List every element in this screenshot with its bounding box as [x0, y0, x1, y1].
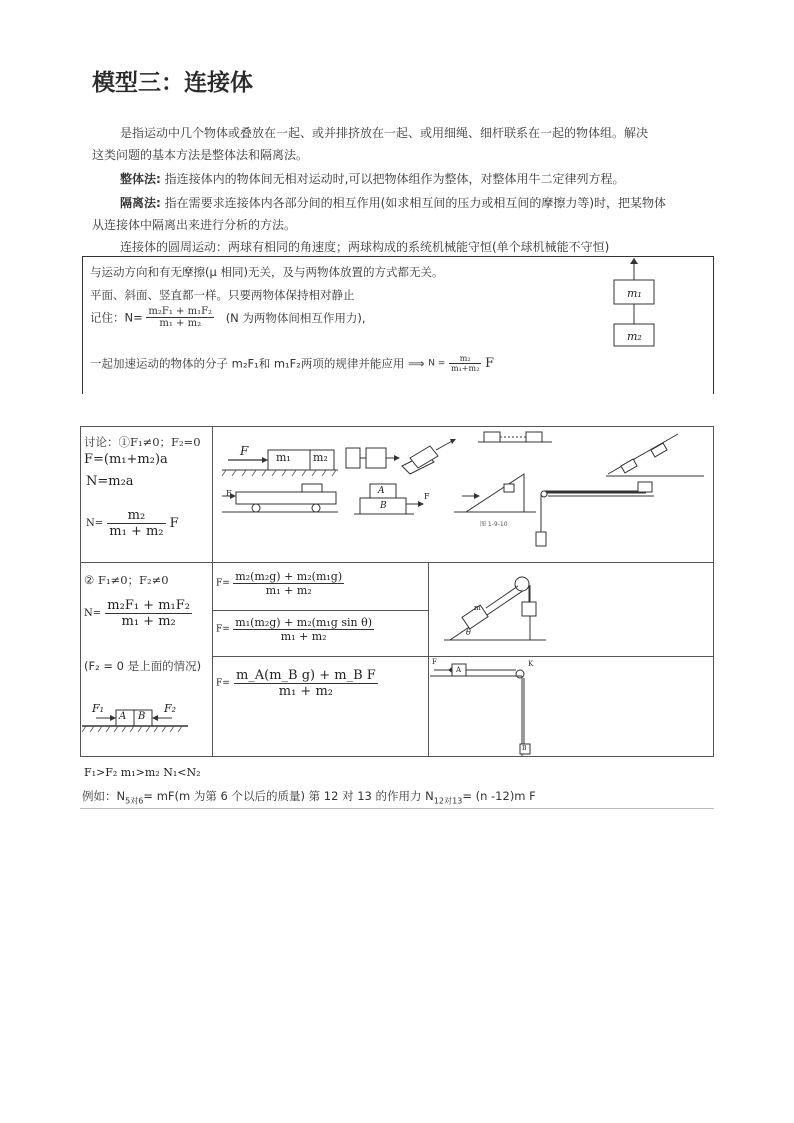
formula-3-fraction: [234, 668, 378, 699]
case1-n-eq: N=: [86, 518, 104, 529]
box1-line-1: 与运动方向和有无摩擦(μ 相同)无关，及与两物体放置的方式都无关。: [90, 265, 444, 279]
formula-1: [216, 570, 344, 597]
case2-label-F1: F₁: [92, 702, 105, 715]
formula-2-eq: F=: [216, 624, 230, 635]
incline-label-m: m: [474, 604, 481, 612]
accel-F: F: [484, 356, 494, 371]
example-part-e: F: [529, 789, 536, 803]
table-left-border: [80, 426, 81, 756]
formula-1-numerator: m₂(m₂g) + m₂(m₁g): [235, 570, 343, 583]
case1-n-denominator: m₁ + m₂: [109, 524, 164, 539]
table-col-divider: [212, 426, 213, 756]
two-blocks-rope-diagram: [346, 448, 400, 468]
formula-2: [216, 616, 374, 643]
case1-line-2: F=(m₁+m₂)a: [84, 452, 168, 467]
cart-diagram: [222, 484, 338, 512]
example-part-a: 例如：N: [82, 789, 126, 803]
intro-line-1: 是指运动中几个物体或叠放在一起、或并排挤放在一起、或用细绳、细杆联系在一起的物体组。解决: [120, 126, 649, 140]
intro-line-2: 这类问题的基本方法是整体法和隔离法。: [92, 148, 309, 162]
mass-m2-label: m₂: [627, 330, 642, 343]
formula-3-denominator: m₁ + m₂: [278, 684, 333, 699]
figure-caption: 图 1-9-10: [480, 521, 508, 528]
case1-n-numerator: m₂: [107, 508, 165, 524]
remember-numerator: m₂F₁ + m₁F₂: [148, 306, 213, 317]
case2-line-1: ② F₁≠0；F₂≠0: [84, 573, 169, 587]
incline-pulley-diagram: [430, 564, 712, 656]
remember-denominator: m₁ + m₂: [159, 318, 202, 329]
formula-3-eq: F=: [216, 678, 230, 689]
remember-note: (N 为两物体间相互作用力),: [225, 310, 366, 325]
edge-label-A: A: [456, 666, 462, 674]
footer-bottom-rule: [80, 808, 714, 809]
example-sub-1: 5对6: [125, 796, 144, 806]
footer-line-1: F₁>F₂ m₁>m₂ N₁<N₂: [84, 766, 201, 779]
hanging-masses-diagram: [600, 258, 680, 358]
case2-n-eq: N=: [84, 608, 102, 619]
case2-note: (F₂ = 0 是上面的情况): [84, 659, 202, 673]
case2-n-formula: [84, 598, 192, 629]
case1-line-1: 讨论：①F₁≠0；F₂=0: [84, 435, 201, 449]
case2-n-numerator: m₂F₁ + m₁F₂: [107, 598, 190, 613]
accel-numerator: m₂: [449, 354, 481, 364]
formula-1-denominator: m₁ + m₂: [265, 584, 312, 597]
table-bottom-border: [80, 756, 714, 757]
formula-2-numerator: m₁(m₂g) + m₂(m₁g sin θ): [235, 616, 372, 629]
case1-line-3: N=m₂a: [86, 474, 134, 489]
table-edge-pulley-diagram: [430, 658, 712, 756]
case1-n-F: F: [169, 516, 179, 531]
isolation-method: [120, 192, 666, 214]
table-top-border: [80, 426, 714, 427]
table-formula-divider-2: [212, 656, 713, 657]
example-part-b: = m: [143, 789, 168, 803]
case1-label-m2: m₂: [313, 451, 328, 464]
formula-2-denominator: m₁ + m₂: [280, 630, 327, 643]
case1-label-m1: m₁: [276, 451, 291, 464]
table-row-divider: [80, 562, 714, 563]
case1-diagrams: [214, 428, 712, 560]
stacked-blocks-AB-diagram: [354, 484, 424, 514]
example-part-c: F(m 为第 6 个以后的质量) 第 12 对 13 的作用力 N: [167, 789, 434, 803]
isolation-method-label: 隔离法:: [120, 196, 161, 210]
whole-method: [120, 168, 624, 190]
isolation-method-line-2: 从连接体中隔离出来进行分析的方法。: [92, 218, 297, 232]
case1-label-B: B: [380, 501, 387, 511]
footer-line-2: [82, 788, 536, 806]
case2-label-A: A: [119, 711, 127, 722]
case1-n-formula: [86, 508, 179, 539]
formula-1-eq: F=: [216, 578, 230, 589]
table-inner-col-divider: [428, 562, 429, 756]
example-part-d: = (n -12)m: [462, 789, 526, 803]
remember-fraction: [146, 306, 214, 329]
accel-text: 一起加速运动的物体的分子 m₂F₁和 m₁F₂两项的规律并能应用 ⟹: [90, 356, 425, 371]
edge-label-K: K: [528, 660, 534, 668]
edge-label-B: B: [522, 745, 527, 752]
table-right-border: [713, 426, 714, 756]
accel-denominator: m₁+m₂: [450, 364, 480, 373]
box1-left-border: [82, 256, 83, 394]
incline-right-blocks-diagram: [606, 434, 704, 476]
formula-2-fraction: [233, 616, 374, 643]
case2-n-fraction: [105, 598, 192, 629]
whole-method-text: 指连接体内的物体间无相对运动时,可以把物体组作为整体，对整体用牛二定律列方程。: [164, 172, 625, 186]
arrow-up-icon: [630, 258, 638, 264]
page-title: 模型三：连接体: [92, 70, 253, 96]
case2-label-B: B: [138, 711, 146, 722]
box1-line-2: 平面、斜面、竖直都一样。只要两物体保持相对静止: [90, 288, 355, 302]
box1-right-border: [713, 256, 714, 394]
box1-remember: [90, 306, 366, 329]
case1-label-A: A: [378, 486, 385, 496]
case1-n-fraction: [107, 508, 165, 539]
table-pulley-diagram: [536, 482, 654, 546]
formula-1-fraction: [233, 570, 344, 597]
table-formula-divider-1: [212, 610, 428, 611]
formula-3: [216, 668, 378, 699]
accel-eq: N =: [428, 358, 446, 369]
edge-label-F: F: [432, 658, 437, 666]
mass-m1-label: m₁: [627, 287, 642, 300]
inclined-blocks-diagram: [402, 439, 456, 474]
box1-accel: [90, 354, 494, 373]
remember-label: 记住：N=: [90, 310, 143, 325]
case2-n-denominator: m₁ + m₂: [121, 614, 176, 629]
case2-label-F2: F₂: [164, 702, 177, 715]
isolation-method-text: 指在需要求连接体内各部分间的相互作用(如求相互间的压力或相互间的摩擦力等)时，把某物体: [164, 196, 667, 210]
accel-fraction: [449, 354, 481, 373]
example-sub-2: 12对13: [433, 796, 463, 806]
case1-label-F-cart: F: [226, 489, 232, 498]
case1-label-F: F: [240, 444, 249, 458]
top-right-blocks-diagram: [478, 432, 552, 442]
incline-label-theta: θ: [466, 628, 471, 637]
wedge-diagram: [454, 474, 536, 512]
circular-motion-note: 连接体的圆周运动：两球有相同的角速度；两球构成的系统机械能守恒(单个球机械能不守恒): [120, 240, 610, 254]
box1-top-border: [82, 256, 714, 257]
formula-3-numerator: m_A(m_B g) + m_B F: [235, 668, 376, 683]
case1-label-F-AB: F: [424, 492, 430, 501]
whole-method-label: 整体法:: [120, 172, 161, 186]
